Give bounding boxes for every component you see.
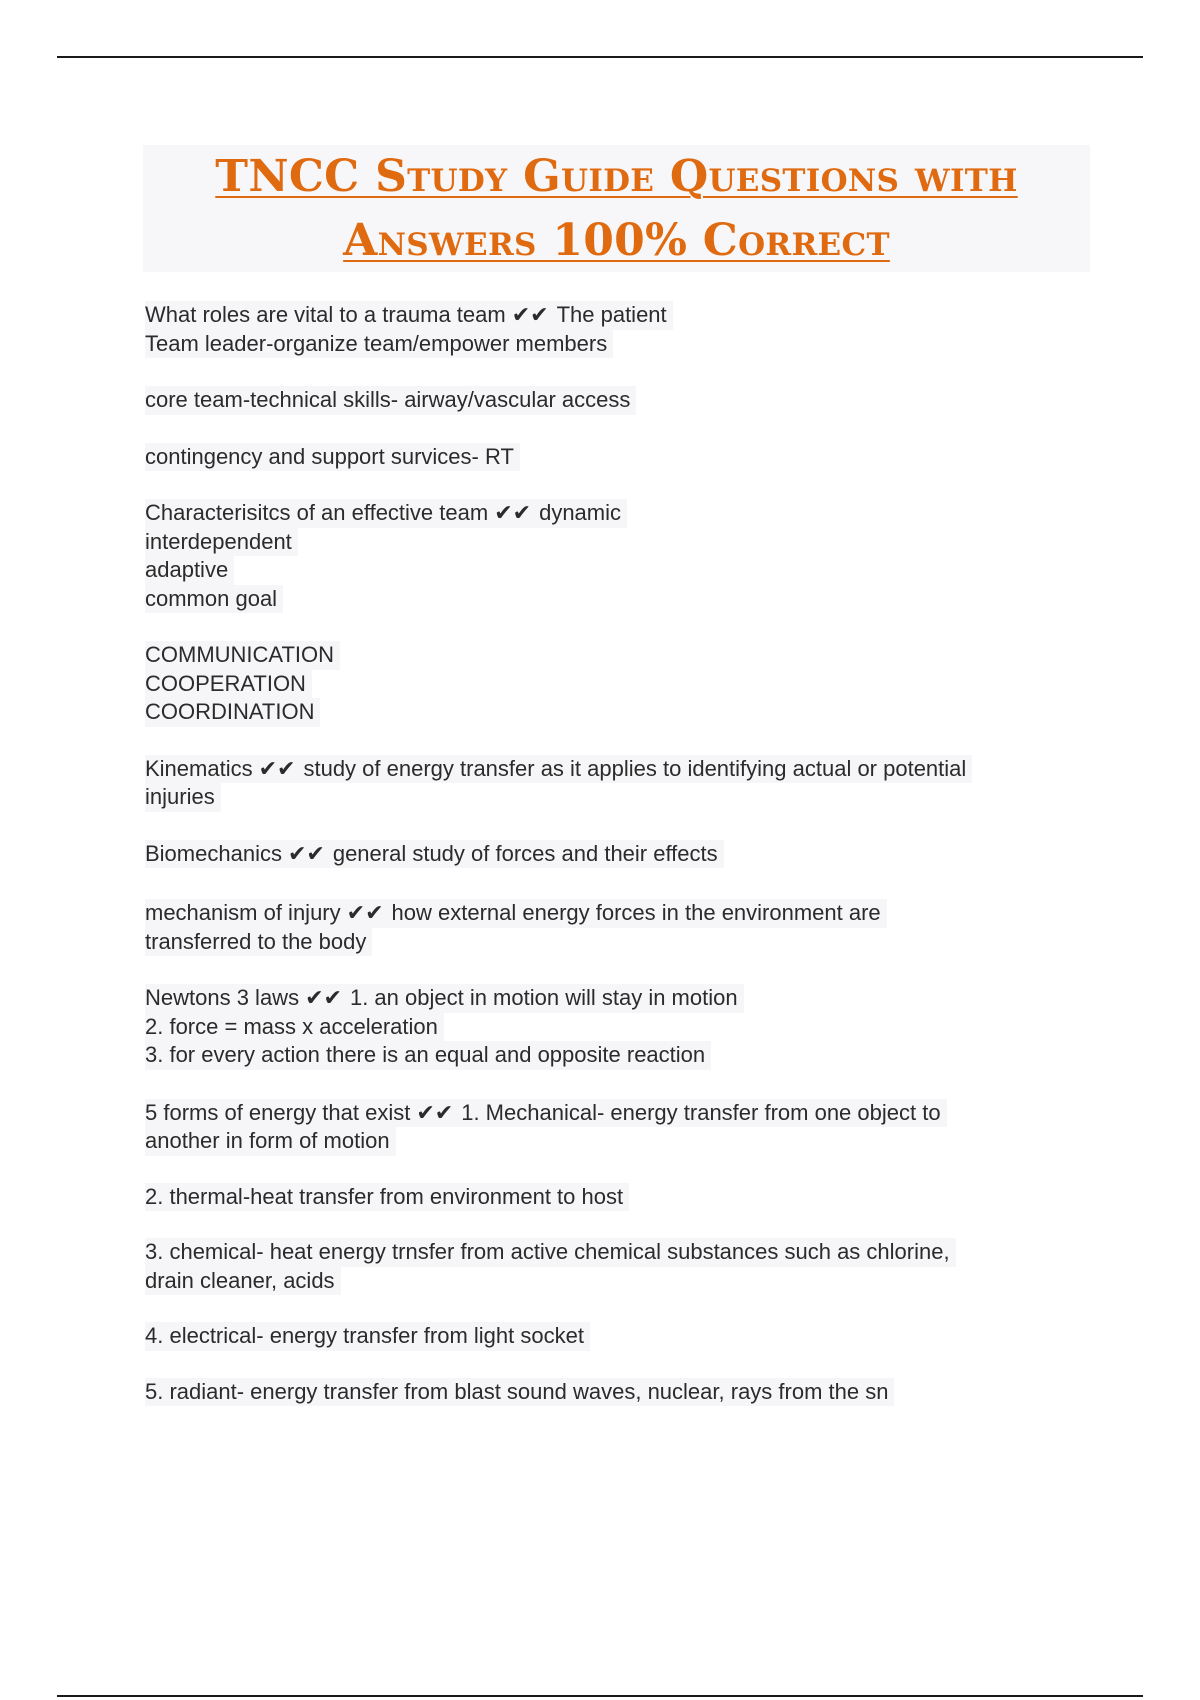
question-text: What roles are vital to a trauma team [145,302,506,327]
answer-line-text: COMMUNICATION [145,641,340,670]
qa-highlight [145,984,744,1013]
qa-first-line [145,1099,1085,1128]
answer-line [145,1267,1085,1296]
qa-entry [145,1378,1085,1407]
question-text: 5 forms of energy that exist [145,1099,411,1125]
question-text: Kinematics [145,755,253,781]
question-text: Characterisitcs of an effective team [145,500,489,525]
answer-line [145,556,1085,585]
double-check-icon: ✔✔ [258,755,296,781]
double-check-icon: ✔✔ [305,985,342,1010]
answer-line [145,670,1085,699]
qa-entry [145,499,1085,613]
qa-entry [145,984,1085,1070]
answer-line-text: 5. radiant- energy transfer from blast sound waves, nuclear, rays from the sn [145,1378,894,1407]
document-title-line-1: TNCC Study Guide Questions with [215,151,1018,202]
qa-first-line [145,840,1085,869]
qa-highlight [145,755,972,784]
answer-line-text: 2. thermal-heat transfer from environment to host [145,1183,629,1212]
answer-line-text: 3. chemical- heat energy trnsfer from active chemical substances such as chlorine, [145,1238,956,1267]
answer-line [145,528,1085,557]
double-check-icon: ✔✔ [287,840,325,866]
qa-entry [145,1183,1085,1212]
qa-entry [145,1099,1085,1156]
qa-highlight [145,1099,947,1128]
answer-line-text: another in form of motion [145,1127,396,1156]
question-text: Biomechanics [145,840,282,866]
qa-entry [145,301,1085,358]
qa-highlight [145,899,887,928]
qa-first-line [145,899,1085,928]
title-banner [143,145,1090,272]
qa-entry [145,386,1085,415]
answer-line-text: adaptive [145,556,234,585]
qa-first-line [145,984,1085,1013]
answer-line-text: common goal [145,585,283,614]
question-text: mechanism of injury [145,900,341,925]
qa-entry [145,755,1085,812]
qa-highlight [145,301,673,330]
answer-line-text: 4. electrical- energy transfer from light socket [145,1322,590,1351]
answer-line-text: 3. for every action there is an equal and opposite reaction [145,1041,711,1070]
qa-first-line [145,301,1085,330]
answer-line [145,698,1085,727]
answer-line [145,641,1085,670]
question-text: Newtons 3 laws [145,985,300,1010]
answer-line [145,1127,1085,1156]
double-check-icon: ✔✔ [346,900,384,925]
qa-first-line [145,755,1085,784]
answer-line [145,928,1085,957]
double-check-icon: ✔✔ [416,1099,454,1125]
qa-entry [145,840,1085,869]
answer-line-text: COOPERATION [145,670,312,699]
document-body [145,301,1085,1406]
answer-text: study of energy transfer as it applies to identifying actual or potential [303,755,967,781]
answer-line [145,330,1085,359]
answer-line [145,585,1085,614]
qa-first-line [145,499,1085,528]
qa-entry [145,443,1085,472]
answer-line [145,1041,1085,1070]
qa-entry [145,1322,1085,1351]
qa-entry [145,641,1085,727]
answer-line-text: Team leader-organize team/empower members [145,330,613,359]
answer-text: how external energy forces in the environment are [391,900,881,925]
qa-entry [145,899,1085,956]
answer-line-text: core team-technical skills- airway/vascular access [145,386,636,415]
answer-text: 1. an object in motion will stay in motion [349,985,738,1010]
answer-line-text: interdependent [145,528,298,557]
answer-line [145,443,1085,472]
answer-line-text: transferred to the body [145,928,372,957]
answer-text: 1. Mechanical- energy transfer from one object to [461,1099,941,1125]
answer-line-text: contingency and support survices- RT [145,443,520,472]
document-title-line-2: Answers 100% Correct [343,215,890,266]
answer-line [145,1238,1085,1267]
answer-line [145,1322,1085,1351]
answer-line [145,1013,1085,1042]
qa-highlight [145,499,627,528]
answer-line [145,1183,1085,1212]
answer-line-text: COORDINATION [145,698,320,727]
answer-text: general study of forces and their effects [332,840,718,866]
answer-text: dynamic [539,500,621,525]
bottom-rule [57,1695,1143,1697]
answer-line [145,386,1085,415]
qa-highlight [145,840,724,869]
answer-line [145,783,1085,812]
answer-line [145,1378,1085,1407]
double-check-icon: ✔✔ [494,500,532,525]
qa-entry [145,1238,1085,1295]
double-check-icon: ✔✔ [511,302,549,327]
answer-line-text: 2. force = mass x acceleration [145,1013,444,1042]
answer-line-text: injuries [145,783,221,812]
top-rule [57,56,1143,58]
answer-line-text: drain cleaner, acids [145,1267,341,1296]
answer-text: The patient [556,302,667,327]
